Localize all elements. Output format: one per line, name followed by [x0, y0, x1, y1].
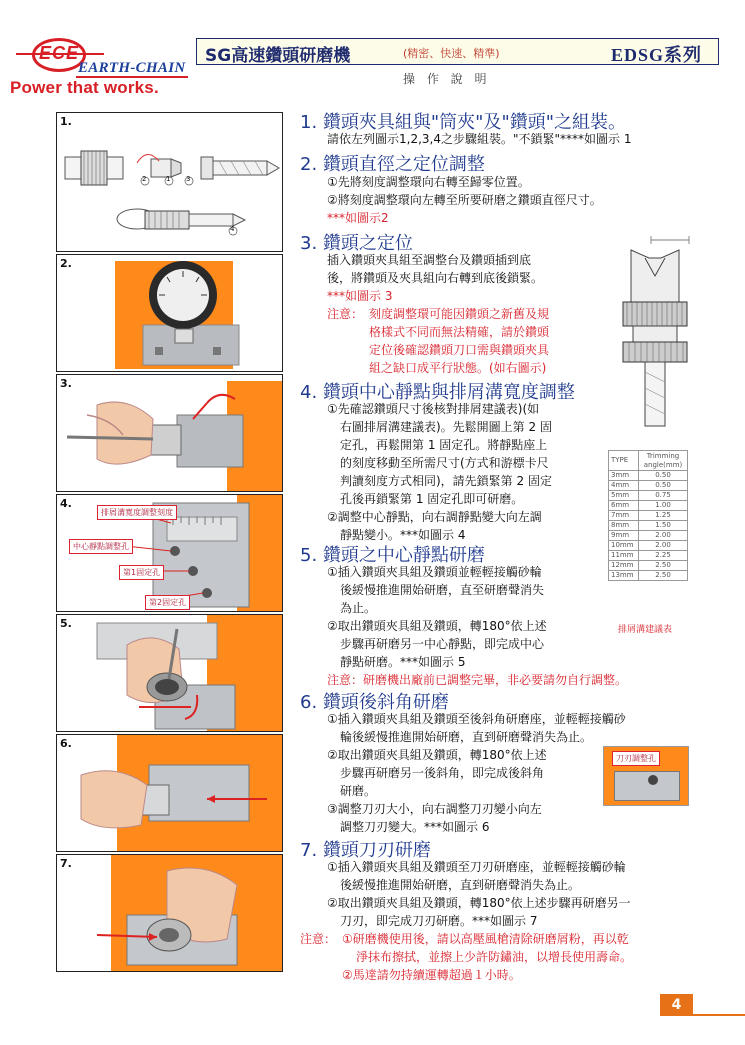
part-label: 2	[142, 175, 147, 183]
table-cell: 7mm	[609, 511, 639, 521]
table-row	[609, 501, 688, 511]
table-cell: 5mm	[609, 491, 639, 501]
section-1-line: 請依左列圖示1,2,3,4之步驟組裝。"不鎖緊"****如圖示 1	[327, 132, 632, 146]
company-logo	[10, 36, 190, 100]
section-6-line: ③調整刀刃大小，向右調整刀刃變小向左	[327, 802, 542, 816]
title-banner	[196, 38, 719, 65]
table-cell: 2.50	[639, 561, 688, 571]
table-cell: 2.00	[639, 531, 688, 541]
final-note-line: ①研磨機使用後，請以高壓風槍清除研磨屑粉，再以乾	[342, 932, 629, 946]
section-5-line: ②取出鑽頭夾具組及鑽頭，轉180°依上述	[327, 619, 547, 633]
section-7-title: 7. 鑽頭刀刃研磨	[300, 840, 431, 861]
center-grinding-photo	[57, 615, 283, 732]
table-header-row	[609, 451, 688, 471]
logo-letters: ECE	[38, 43, 79, 63]
table-header: TYPE	[609, 451, 639, 471]
section-5-line: ①插入鑽頭夾具組及鑽頭並輕輕接觸砂輪	[327, 565, 542, 579]
manual-subtitle: 操 作 說 明	[403, 72, 491, 86]
section-5-note: 注意：研磨機出廠前已調整完畢，非必要請勿自行調整。	[327, 673, 628, 687]
table-cell: 2.25	[639, 551, 688, 561]
table-cell: 0.50	[639, 481, 688, 491]
table-row	[609, 471, 688, 481]
inset-adjust-hole	[648, 775, 658, 785]
final-note-line: 淨抹布擦拭，並擦上少許防鏽油，以增長使用壽命。	[356, 950, 633, 964]
part-label: 4	[230, 225, 235, 233]
figure-number: 3.	[60, 377, 72, 390]
table-cell: 8mm	[609, 521, 639, 531]
figure-6	[56, 734, 283, 852]
table-cell: 6mm	[609, 501, 639, 511]
table-cell: 2.50	[639, 571, 688, 581]
section-5-line: 靜點研磨。***如圖示 5	[340, 655, 466, 669]
table-cell: 0.50	[639, 471, 688, 481]
trimming-table	[608, 450, 688, 581]
section-7-line: ①插入鑽頭夾具組及鑽頭至刀刃研磨座，並輕輕接觸砂輪	[327, 860, 626, 874]
brand-slogan: Power that works.	[10, 78, 159, 97]
section-5-title: 5. 鑽頭之中心靜點研磨	[300, 545, 485, 566]
table-cell: 1.25	[639, 511, 688, 521]
section-4-line: 判讀刻度方式相同)，請先鎖緊第 2 固定	[340, 474, 552, 488]
part-label: 3	[186, 175, 191, 183]
final-note-label: 注意：	[300, 932, 337, 946]
dial-adjustment-photo	[57, 255, 283, 372]
product-tagline: (精密、快速、精準)	[403, 47, 500, 60]
table-cell: 10mm	[609, 541, 639, 551]
section-4-line: ①先確認鑽頭尺寸後核對排屑建議表)(如	[327, 402, 540, 416]
section-6-line: 輪後緩慢推進開始研磨，直到研磨聲消失為止。	[340, 730, 593, 744]
figure-4	[56, 494, 283, 612]
callout-flute-scale: 排屑溝寬度調整刻度	[97, 505, 177, 520]
section-1-title: 1. 鑽頭夾具組與"筒夾"及"鑽頭"之組裝。	[300, 112, 627, 133]
back-angle-photo	[57, 735, 283, 852]
figure-number: 7.	[60, 857, 72, 870]
figure-number: 1.	[60, 115, 72, 128]
section-5-line: 後緩慢推進開始研磨，直至研磨聲消失	[340, 583, 545, 597]
section-2-line: ①先將刻度調整環向右轉至歸零位置。	[327, 175, 530, 189]
model-series: EDSG系列	[610, 45, 702, 65]
section-3-line: 後，將鑽頭及夾具組向右轉到底後鎖緊。	[327, 271, 544, 285]
table-row	[609, 491, 688, 501]
table-cell: 3mm	[609, 471, 639, 481]
section-2-line: ②將刻度調整環向左轉至所要研磨之鑽頭直徑尺寸。	[327, 193, 602, 207]
section-4-title: 4. 鑽頭中心靜點與排屑溝寬度調整	[300, 382, 575, 403]
section-3-note-line: 刻度調整環可能因鑽頭之新舊及規	[369, 307, 550, 321]
page-rule	[693, 1014, 745, 1016]
section-6-line: 調整刀刃變大。***如圖示 6	[340, 820, 490, 834]
product-title: SG高速鑽頭研磨機	[205, 46, 351, 66]
inset-machine-body	[614, 771, 680, 801]
table-cell: 1.50	[639, 521, 688, 531]
section-3-ref: ***如圖示 3	[327, 289, 393, 303]
callout-center-hole: 中心靜點調整孔	[69, 539, 133, 554]
section-2-ref: ***如圖示2	[327, 211, 389, 225]
section-5-line: 步驟再研磨另一中心靜點，即完成中心	[340, 637, 545, 651]
figure-number: 4.	[60, 497, 72, 510]
figure-1	[56, 112, 283, 252]
table-cell: 12mm	[609, 561, 639, 571]
section-3-note-line: 組之缺口成平行狀態。(如右圖示)	[369, 361, 547, 375]
callout-fix-hole-2: 第2固定孔	[145, 595, 190, 610]
table-cell: 9mm	[609, 531, 639, 541]
table-row	[609, 571, 688, 581]
section-7-line: 刀刃，即完成刀刃研磨。***如圖示 7	[340, 914, 538, 928]
section-6-line: ②取出鑽頭夾具組及鑽頭，轉180°依上述	[327, 748, 547, 762]
section-6-line: 研磨。	[340, 784, 377, 798]
table-row	[609, 531, 688, 541]
brand-name: EARTH-CHAIN	[78, 60, 186, 76]
table-cell: 2.00	[639, 541, 688, 551]
table-cell: 13mm	[609, 571, 639, 581]
section-1-text	[327, 131, 631, 148]
table-cell: 1.00	[639, 501, 688, 511]
table-row	[609, 551, 688, 561]
table-row	[609, 511, 688, 521]
table-cell: 0.75	[639, 491, 688, 501]
figure-number: 5.	[60, 617, 72, 630]
blade-adjust-inset	[603, 746, 689, 806]
table-row	[609, 521, 688, 531]
section-4-line: 的刻度移動至所需尺寸(方式和游標卡尺	[340, 456, 549, 470]
section-3-title: 3. 鑽頭之定位	[300, 233, 413, 254]
callout-fix-hole-1: 第1固定孔	[119, 565, 164, 580]
part-label: 1	[166, 175, 171, 183]
callout-blade-adjust: 刀刃調整孔	[612, 751, 660, 766]
edge-grinding-photo	[57, 855, 283, 972]
figure-2	[56, 254, 283, 372]
section-4-line: 定孔，再鬆開第 1 固定孔。將靜點座上	[340, 438, 548, 452]
section-3-note-line: 定位後確認鑽頭刀口需與鑽頭夾具	[369, 343, 550, 357]
section-7-line: 後緩慢推進開始研磨，直到研磨聲消失為止。	[340, 878, 581, 892]
table-row	[609, 481, 688, 491]
section-4-line: 孔後再鎖緊第 1 固定孔即可研磨。	[340, 492, 524, 506]
table-cell: 11mm	[609, 551, 639, 561]
section-3-note-line: 格樣式不同而無法精確，請於鑽頭	[369, 325, 550, 339]
drill-insert-photo	[57, 375, 283, 492]
final-note-line: ②馬達請勿持續運轉超過１小時。	[342, 968, 521, 982]
drill-holder-diagram	[615, 232, 695, 434]
section-6-line: ①插入鑽頭夾具組及鑽頭至後斜角研磨座，並輕輕接觸砂	[327, 712, 626, 726]
section-3-line: 插入鑽頭夾具組至調整台及鑽頭插到底	[327, 253, 532, 267]
figure-7	[56, 854, 283, 972]
section-7-line: ②取出鑽頭夾具組及鑽頭，轉180°依上述步驟再研磨另一	[327, 896, 631, 910]
table-header: Trimming angle(mm)	[639, 451, 688, 471]
section-4-line: ②調整中心靜點，向右調靜點變大向左調	[327, 510, 542, 524]
figure-5	[56, 614, 283, 732]
section-3-note-label: 注意：	[327, 307, 364, 321]
section-4-line: 靜點變小。***如圖示 4	[340, 528, 466, 542]
section-4-line: 右圖排屑溝建議表)。先鬆開圖上第 2 固	[340, 420, 552, 434]
figure-number: 2.	[60, 257, 72, 270]
figure-number: 6.	[60, 737, 72, 750]
page-number: 4	[660, 994, 693, 1016]
section-2-title: 2. 鑽頭直徑之定位調整	[300, 154, 485, 175]
trimming-table-caption: 排屑溝建議表	[618, 625, 673, 635]
table-row	[609, 561, 688, 571]
section-6-line: 步驟再研磨另一後斜角，即完成後斜角	[340, 766, 545, 780]
section-5-line: 為止。	[340, 601, 377, 615]
table-cell: 4mm	[609, 481, 639, 491]
section-6-title: 6. 鑽頭後斜角研磨	[300, 692, 449, 713]
figure-3	[56, 374, 283, 492]
table-row	[609, 541, 688, 551]
